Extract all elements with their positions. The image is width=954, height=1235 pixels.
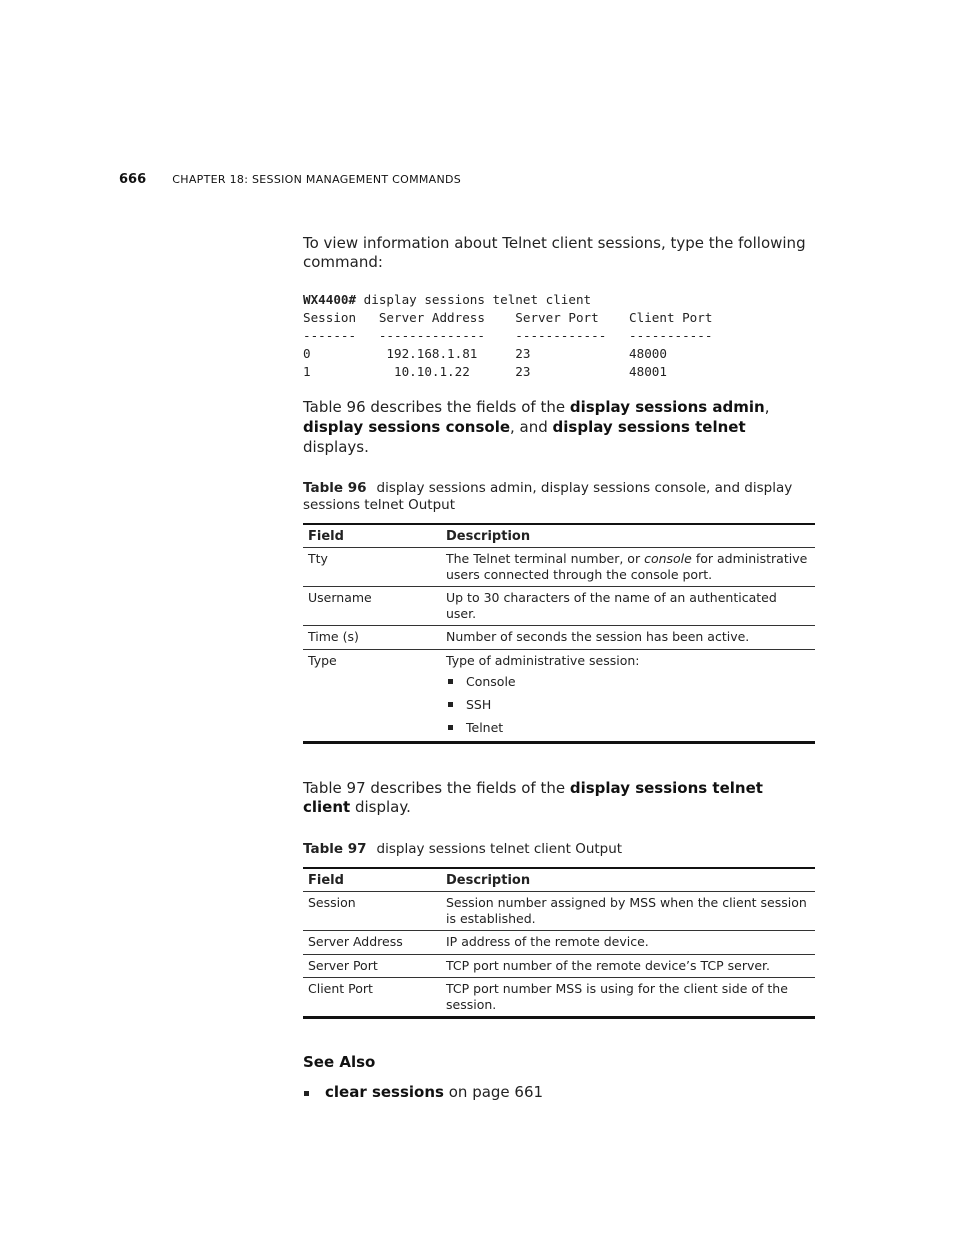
description-text: Type of administrative session: (446, 652, 640, 668)
text-run: display. (350, 798, 411, 816)
field-cell: Server Address (303, 931, 441, 955)
table-row (303, 649, 815, 743)
table96-caption (303, 480, 815, 514)
table-row (303, 548, 815, 587)
table97 (303, 867, 815, 1019)
chapter-title: CHAPTER 18: SESSION MANAGEMENT COMMANDS (172, 173, 462, 186)
table-row (303, 978, 815, 1018)
description-cell: TCP port number of the remote device’s TCP server. (441, 954, 815, 978)
field-cell: Username (303, 587, 441, 626)
running-header (119, 172, 461, 187)
column-header-description: Description (441, 524, 815, 548)
session-type-list (446, 674, 810, 735)
table-header-row (303, 868, 815, 892)
description-cell: TCP port number MSS is using for the client side of the session. (441, 978, 815, 1018)
field-cell: Client Port (303, 978, 441, 1018)
table-number: Table 97 (303, 841, 367, 857)
text-run: , (764, 398, 770, 416)
table96 (303, 523, 815, 744)
description-cell: Session number assigned by MSS when the client session is established. (441, 892, 815, 931)
table97-caption (303, 841, 815, 858)
description-cell (441, 649, 815, 743)
link-command[interactable]: clear sessions (325, 1083, 444, 1101)
command-ref: display sessions admin (569, 398, 765, 416)
table-row (303, 892, 815, 931)
table97-intro-paragraph (303, 779, 815, 817)
text-run: Table 96 describes the fields of the (303, 398, 570, 416)
description-cell: Up to 30 characters of the name of an authenticated user. (441, 587, 815, 626)
field-cell: Type (303, 649, 441, 743)
code-line: 1 10.10.1.22 23 48001 (303, 364, 667, 379)
table-caption-text: display sessions admin, display sessions console, and display sessions telnet Output (303, 480, 793, 513)
field-cell: Tty (303, 548, 441, 587)
field-cell: Server Port (303, 954, 441, 978)
command-output (303, 291, 815, 381)
link-page-ref: on page 661 (443, 1083, 544, 1101)
field-cell: Session (303, 892, 441, 931)
list-item: Console (446, 674, 810, 689)
emphasis: console (644, 551, 692, 566)
see-also-heading: See Also (303, 1053, 376, 1071)
table96-intro-paragraph (303, 397, 815, 457)
command-ref: display sessions console (303, 418, 511, 436)
text-run: The Telnet terminal number, or (446, 551, 645, 566)
page-number: 666 (119, 172, 147, 187)
text-run: for administrative users connected through the console port. (446, 551, 808, 582)
column-header-description: Description (441, 868, 815, 892)
text-run: Table 97 describes the fields of the (303, 779, 570, 797)
table-row (303, 954, 815, 978)
table-row (303, 626, 815, 650)
see-also-link[interactable] (303, 1083, 815, 1101)
description-cell: IP address of the remote device. (441, 931, 815, 955)
list-item: SSH (446, 697, 810, 712)
main-content (303, 234, 815, 1101)
table-row (303, 587, 815, 626)
table-caption-text: display sessions telnet client Output (376, 841, 623, 857)
list-item: Telnet (446, 720, 810, 735)
text-run: , and (510, 418, 553, 436)
description-cell (441, 548, 815, 587)
table-row (303, 931, 815, 955)
column-header-field: Field (303, 868, 441, 892)
code-line: ------- -------------- ------------ ----------- (303, 328, 713, 343)
description-cell: Number of seconds the session has been active. (441, 626, 815, 650)
column-header-field: Field (303, 524, 441, 548)
command-ref: display sessions telnet client (303, 779, 763, 816)
code-line: Session Server Address Server Port Client Port (303, 310, 713, 325)
text-run: displays. (303, 438, 369, 456)
table-header-row (303, 524, 815, 548)
command-ref: display sessions telnet (552, 418, 746, 436)
cli-prompt: WX4400# (303, 292, 357, 307)
code-line: 0 192.168.1.81 23 48000 (303, 346, 667, 361)
field-cell: Time (s) (303, 626, 441, 650)
see-also-list (303, 1083, 815, 1101)
intro-paragraph: To view information about Telnet client sessions, type the following command: (303, 234, 806, 271)
table-number: Table 96 (303, 480, 367, 496)
cli-command: display sessions telnet client (356, 292, 592, 307)
